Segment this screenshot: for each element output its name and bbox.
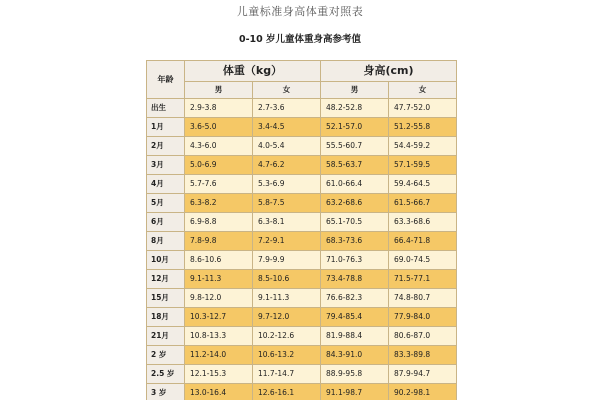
height-male-cell: 55.5-60.7 xyxy=(321,137,389,156)
table-row xyxy=(147,175,457,194)
weight-female-cell: 2.7-3.6 xyxy=(253,99,321,118)
table-row xyxy=(147,289,457,308)
age-cell: 5月 xyxy=(147,194,185,213)
table-row xyxy=(147,137,457,156)
table-row xyxy=(147,327,457,346)
height-male-cell: 48.2-52.8 xyxy=(321,99,389,118)
age-cell: 21月 xyxy=(147,327,185,346)
height-male-cell: 81.9-88.4 xyxy=(321,327,389,346)
height-male-cell: 52.1-57.0 xyxy=(321,118,389,137)
height-male-cell: 65.1-70.5 xyxy=(321,213,389,232)
weight-female-cell: 9.7-12.0 xyxy=(253,308,321,327)
height-female-cell: 71.5-77.1 xyxy=(389,270,457,289)
height-female-cell: 83.3-89.8 xyxy=(389,346,457,365)
weight-male-cell: 11.2-14.0 xyxy=(185,346,253,365)
age-cell: 15月 xyxy=(147,289,185,308)
height-male-cell: 73.4-78.8 xyxy=(321,270,389,289)
weight-male-cell: 7.8-9.8 xyxy=(185,232,253,251)
weight-male-cell: 8.6-10.6 xyxy=(185,251,253,270)
age-cell: 2 岁 xyxy=(147,346,185,365)
weight-female-cell: 6.3-8.1 xyxy=(253,213,321,232)
weight-male-cell: 10.8-13.3 xyxy=(185,327,253,346)
table-header xyxy=(147,61,457,99)
weight-male-cell: 6.9-8.8 xyxy=(185,213,253,232)
weight-female-cell: 4.7-6.2 xyxy=(253,156,321,175)
weight-female-cell: 5.8-7.5 xyxy=(253,194,321,213)
table-row xyxy=(147,118,457,137)
weight-column-header: 体重（kg） xyxy=(185,61,321,82)
reference-table xyxy=(146,60,457,400)
weight-male-cell: 10.3-12.7 xyxy=(185,308,253,327)
height-male-cell: 84.3-91.0 xyxy=(321,346,389,365)
weight-male-cell: 9.1-11.3 xyxy=(185,270,253,289)
height-female-cell: 69.0-74.5 xyxy=(389,251,457,270)
weight-female-cell: 5.3-6.9 xyxy=(253,175,321,194)
height-male-cell: 71.0-76.3 xyxy=(321,251,389,270)
height-male-cell: 88.9-95.8 xyxy=(321,365,389,384)
weight-female-cell: 12.6-16.1 xyxy=(253,384,321,400)
height-female-cell: 47.7-52.0 xyxy=(389,99,457,118)
height-female-cell: 59.4-64.5 xyxy=(389,175,457,194)
weight-female-cell: 8.5-10.6 xyxy=(253,270,321,289)
weight-male-cell: 6.3-8.2 xyxy=(185,194,253,213)
weight-male-cell: 2.9-3.8 xyxy=(185,99,253,118)
weight-male-cell: 13.0-16.4 xyxy=(185,384,253,400)
height-male-cell: 68.3-73.6 xyxy=(321,232,389,251)
age-cell: 12月 xyxy=(147,270,185,289)
page-title: 儿童标准身高体重对照表 xyxy=(236,5,364,18)
age-cell: 8月 xyxy=(147,232,185,251)
age-cell: 3 岁 xyxy=(147,384,185,400)
age-cell: 1月 xyxy=(147,118,185,137)
weight-female-cell: 9.1-11.3 xyxy=(253,289,321,308)
age-cell: 出生 xyxy=(147,99,185,118)
height-column-header: 身高(cm) xyxy=(321,61,457,82)
weight-male-cell: 9.8-12.0 xyxy=(185,289,253,308)
table-row xyxy=(147,270,457,289)
table-row xyxy=(147,213,457,232)
height-female-cell: 63.3-68.6 xyxy=(389,213,457,232)
table-row xyxy=(147,99,457,118)
height-male-cell: 91.1-98.7 xyxy=(321,384,389,400)
height-female-cell: 74.8-80.7 xyxy=(389,289,457,308)
weight-female-cell: 10.6-13.2 xyxy=(253,346,321,365)
reference-table-container xyxy=(146,60,456,400)
weight-male-cell: 5.7-7.6 xyxy=(185,175,253,194)
height-male-cell: 76.6-82.3 xyxy=(321,289,389,308)
table-body xyxy=(147,99,457,400)
table-row xyxy=(147,365,457,384)
table-row xyxy=(147,194,457,213)
table-row xyxy=(147,156,457,175)
table-row xyxy=(147,308,457,327)
age-cell: 2月 xyxy=(147,137,185,156)
height-male-header: 男 xyxy=(321,82,389,99)
weight-female-cell: 7.2-9.1 xyxy=(253,232,321,251)
height-female-cell: 51.2-55.8 xyxy=(389,118,457,137)
weight-female-cell: 10.2-12.6 xyxy=(253,327,321,346)
weight-male-cell: 5.0-6.9 xyxy=(185,156,253,175)
page-subtitle: 0-10 岁儿童体重身高参考值 xyxy=(238,34,362,45)
weight-male-cell: 3.6-5.0 xyxy=(185,118,253,137)
height-female-cell: 61.5-66.7 xyxy=(389,194,457,213)
table-row xyxy=(147,384,457,400)
weight-male-cell: 4.3-6.0 xyxy=(185,137,253,156)
height-female-cell: 90.2-98.1 xyxy=(389,384,457,400)
table-row xyxy=(147,346,457,365)
height-male-cell: 63.2-68.6 xyxy=(321,194,389,213)
age-column-header: 年龄 xyxy=(147,61,185,99)
height-male-cell: 61.0-66.4 xyxy=(321,175,389,194)
height-female-cell: 66.4-71.8 xyxy=(389,232,457,251)
height-female-cell: 54.4-59.2 xyxy=(389,137,457,156)
table-row xyxy=(147,251,457,270)
height-female-cell: 87.9-94.7 xyxy=(389,365,457,384)
height-male-cell: 58.5-63.7 xyxy=(321,156,389,175)
weight-female-cell: 4.0-5.4 xyxy=(253,137,321,156)
age-cell: 10月 xyxy=(147,251,185,270)
age-cell: 3月 xyxy=(147,156,185,175)
height-female-cell: 57.1-59.5 xyxy=(389,156,457,175)
height-female-cell: 77.9-84.0 xyxy=(389,308,457,327)
table-row xyxy=(147,232,457,251)
age-cell: 2.5 岁 xyxy=(147,365,185,384)
height-male-cell: 79.4-85.4 xyxy=(321,308,389,327)
weight-female-cell: 3.4-4.5 xyxy=(253,118,321,137)
age-cell: 6月 xyxy=(147,213,185,232)
age-cell: 18月 xyxy=(147,308,185,327)
age-cell: 4月 xyxy=(147,175,185,194)
weight-female-header: 女 xyxy=(253,82,321,99)
height-female-cell: 80.6-87.0 xyxy=(389,327,457,346)
weight-female-cell: 7.9-9.9 xyxy=(253,251,321,270)
weight-male-cell: 12.1-15.3 xyxy=(185,365,253,384)
height-female-header: 女 xyxy=(389,82,457,99)
weight-male-header: 男 xyxy=(185,82,253,99)
weight-female-cell: 11.7-14.7 xyxy=(253,365,321,384)
